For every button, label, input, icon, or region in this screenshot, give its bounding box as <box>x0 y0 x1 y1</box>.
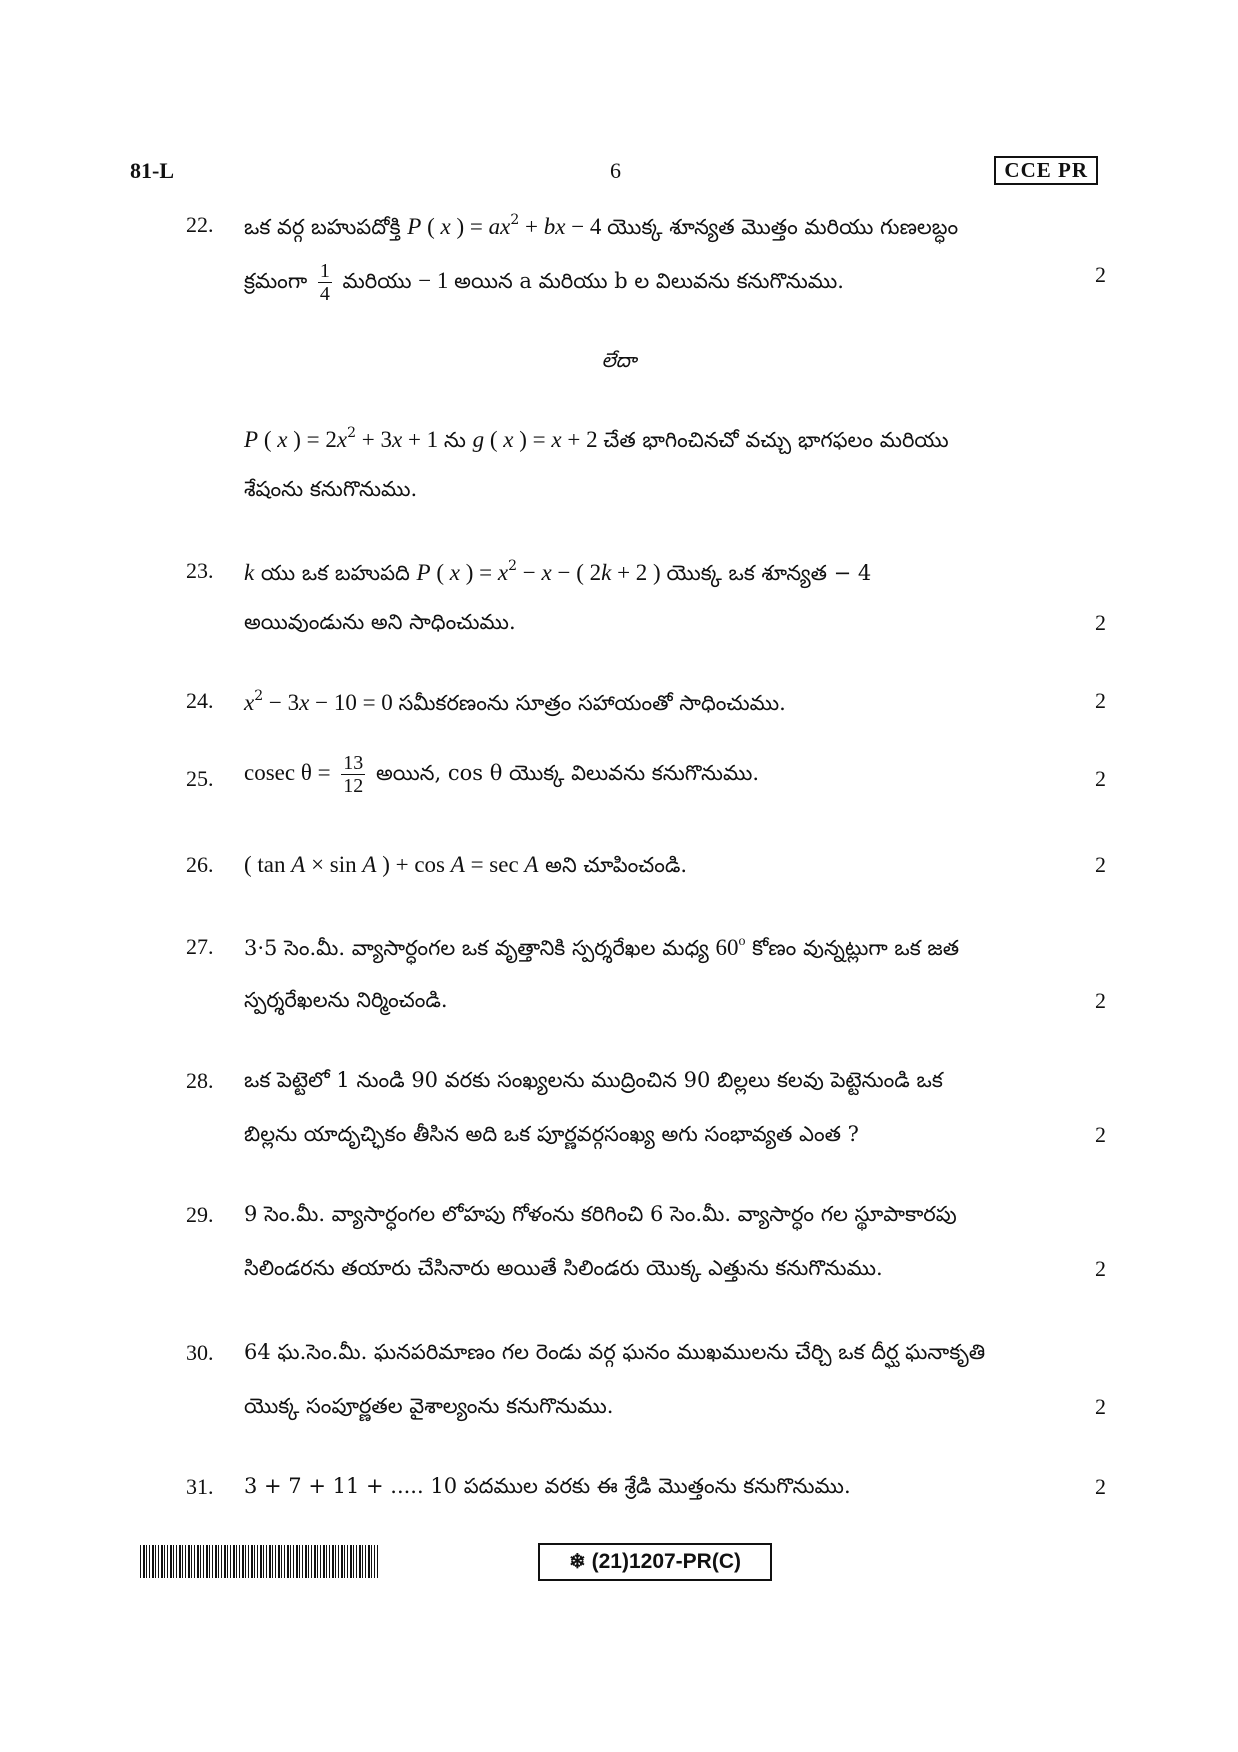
marks: 2 <box>1095 688 1106 713</box>
question-line: 3·5 సెం.మీ. వ్యాసార్ధంగల ఒక వృత్తానికి స్పర్శరేఖల మధ్య 60$^o$ కోణం వున్నట్లుగా ఒక జత <box>244 934 960 960</box>
question-line: సిలిండరను తయారు చేసినారు అయితే సిలిండరు యొక్క ఎత్తును కనుగొనుము. <box>244 1256 883 1280</box>
question-number: 25. <box>186 766 214 791</box>
question-line: P ( x ) = $2x^2 + 3x + 1$ ను g ( x ) = x + 2 చేత భాగించినచో వచ్చు భాగఫలం మరియు <box>244 425 949 452</box>
question-line: స్పర్శరేఖలను నిర్మించండి. <box>244 988 448 1012</box>
question-line: అయివుండును అని సాధించుము. <box>244 610 516 634</box>
question-line: cosec θ = $\frac{13}{12}$ అయిన, cos θ యొక్క విలువను కనుగొనుము. <box>244 752 760 797</box>
question-line: k యు ఒక బహుపది P ( x ) = $x^2 - x$ − ( 2k + 2 ) యొక్క ఒక శూన్యత − 4 <box>244 558 872 585</box>
marks: 2 <box>1095 1394 1106 1419</box>
question-line: ( tan A × sin A ) + cos A = sec A అని చూపించండి. <box>244 852 688 877</box>
footer-paper-code: ❄ (21)1207-PR(C) <box>538 1543 772 1581</box>
question-22 <box>186 212 1106 305</box>
question-number: 22. <box>186 212 214 237</box>
paper-code: 81-L <box>130 158 174 183</box>
question-number: 26. <box>186 852 214 877</box>
marks: 2 <box>1095 262 1106 287</box>
question-line: యొక్క సంపూర్ణతల వైశాల్యంను కనుగొనుము. <box>244 1394 614 1418</box>
question-line: బిల్లను యాదృచ్ఛికం తీసిన అది ఒక పూర్ణవర్గసంఖ్య అగు సంభావ్యత ఎంత ? <box>244 1122 859 1146</box>
question-number: 28. <box>186 1068 214 1093</box>
question-number: 31. <box>186 1474 214 1499</box>
question-line: ఒక వర్గ బహుపదోక్తి P ( x ) = $ax^2$ + bx − 4 యొక్క శూన్యత మొత్తం మరియు గుణలబ్ధం <box>244 212 959 239</box>
question-number: 27. <box>186 934 214 959</box>
question-line: $x^2 - 3x - 10 = 0$ సమీకరణంను సూత్రం సహాయంతో సాధించుము. <box>244 688 786 715</box>
question-line: శేషంను కనుగొనుము. <box>244 477 418 501</box>
page-number: 6 <box>610 158 621 183</box>
marks: 2 <box>1095 1474 1106 1499</box>
marks: 2 <box>1095 1256 1106 1281</box>
barcode <box>140 1545 378 1578</box>
question-line: 64 ఘ.సెం.మీ. ఘనపరిమాణం గల రెండు వర్గ ఘనం ముఖములను చేర్చి ఒక దీర్ఘ ఘనాకృతి <box>244 1340 986 1364</box>
marks: 2 <box>1095 766 1106 791</box>
fraction-13-12: $\frac{13}{12}$ <box>343 752 364 797</box>
fraction-one-quarter: $\frac{1}{4}$ <box>319 260 330 305</box>
marks: 2 <box>1095 988 1106 1013</box>
paper-badge: CCE PR <box>994 156 1098 185</box>
marks: 2 <box>1095 1122 1106 1147</box>
question-number: 23. <box>186 558 214 583</box>
question-line: 9 సెం.మీ. వ్యాసార్ధంగల లోహపు గోళంను కరిగించి 6 సెం.మీ. వ్యాసార్ధం గల స్థూపాకారపు <box>244 1202 957 1226</box>
marks: 2 <box>1095 852 1106 877</box>
marks: 2 <box>1095 610 1106 635</box>
question-line: ఒక పెట్టెలో 1 నుండి 90 వరకు సంఖ్యలను ముద్రించిన 90 బిల్లలు కలవు పెట్టెనుండి ఒక <box>244 1068 943 1092</box>
snowflake-icon: ❄ <box>569 1551 586 1573</box>
question-line: క్రమంగా $\frac{1}{4}$ మరియు − 1 అయిన a మరియు b ల విలువను కనుగొనుము. <box>244 260 844 305</box>
question-number: 24. <box>186 688 214 713</box>
or-separator: లేదా <box>601 348 637 372</box>
question-number: 30. <box>186 1340 214 1365</box>
page-header <box>130 158 1098 198</box>
question-number: 29. <box>186 1202 214 1227</box>
question-line: 3 + 7 + 11 + ..... 10 పదముల వరకు ఈ శ్రేడి మొత్తంను కనుగొనుము. <box>244 1474 851 1498</box>
